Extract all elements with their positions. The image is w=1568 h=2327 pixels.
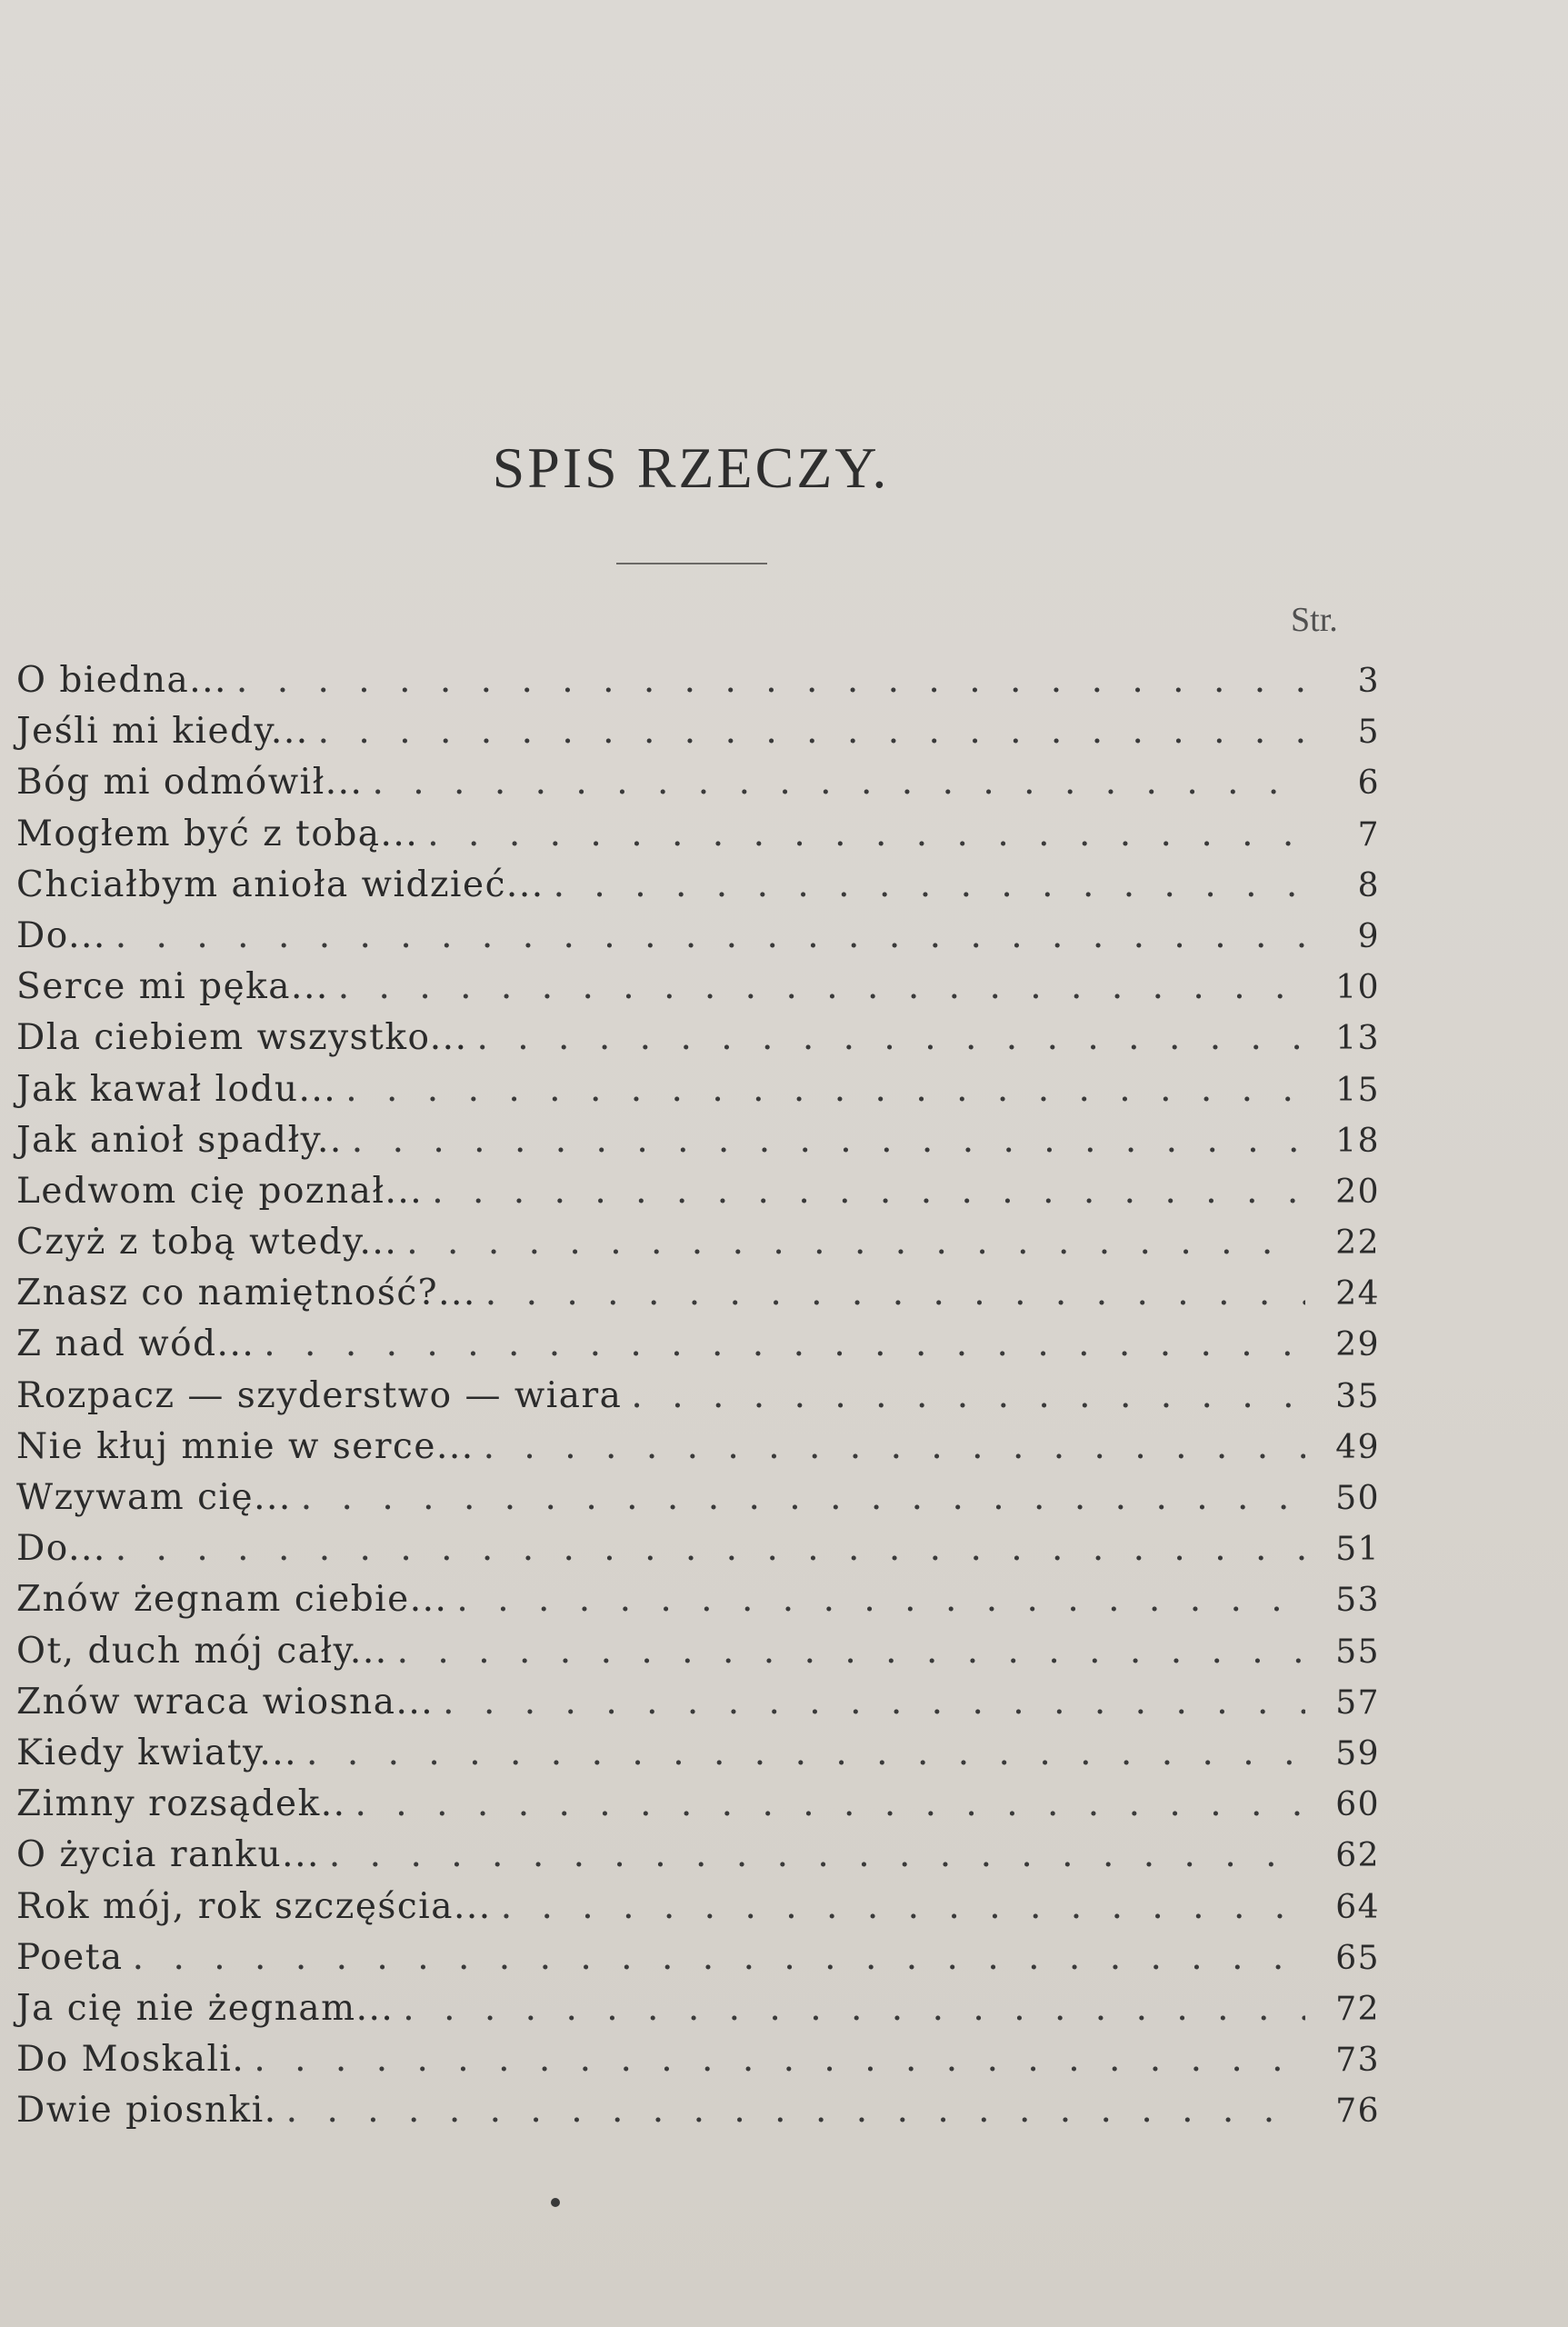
toc-entry: [16, 1273, 1380, 1323]
dot-leader: [501, 1886, 1305, 1927]
toc-entry-page: 29: [1335, 1326, 1380, 1364]
dot-leader: [318, 711, 1305, 752]
dot-leader: [338, 966, 1305, 1007]
toc-entry-title: Do...: [16, 914, 106, 956]
toc-entry-title: Kiedy kwiaty...: [16, 1732, 298, 1773]
toc-entry-page: 15: [1335, 1071, 1380, 1109]
dot-leader: [352, 1120, 1305, 1161]
toc-entry: [16, 1733, 1380, 1783]
toc-entry-title: O życia ranku...: [16, 1834, 320, 1876]
toc-entry-page: 3: [1357, 663, 1380, 700]
ink-spot: [551, 2198, 560, 2207]
toc-entry-page: 59: [1335, 1734, 1380, 1773]
page-column-header: Str.: [1291, 601, 1338, 639]
table-of-contents: [16, 660, 1380, 2141]
dot-leader: [115, 1528, 1305, 1569]
toc-entry: [16, 864, 1380, 915]
dot-leader: [485, 1273, 1305, 1313]
toc-entry: [16, 915, 1380, 966]
dot-leader: [254, 2039, 1305, 2080]
toc-entry: [16, 2039, 1380, 2090]
toc-entry-title: Znów żegnam ciebie...: [16, 1579, 448, 1621]
toc-entry-page: 64: [1335, 1888, 1380, 1926]
toc-entry-title: Z nad wód...: [16, 1323, 255, 1365]
toc-entry: [16, 1886, 1380, 1937]
toc-entry: [16, 2090, 1380, 2141]
toc-entry-title: Dwie piosnki.: [16, 2090, 277, 2132]
dot-leader: [554, 864, 1305, 905]
toc-entry: [16, 1069, 1380, 1120]
dot-leader: [443, 1682, 1305, 1723]
toc-entry-title: Zimny rozsądek..: [16, 1783, 346, 1825]
toc-entry: [16, 1783, 1380, 1834]
toc-entry-page: 72: [1335, 1990, 1380, 2028]
toc-entry-page: 51: [1335, 1531, 1380, 1569]
toc-entry-page: 24: [1335, 1275, 1380, 1313]
toc-entry: [16, 1528, 1380, 1579]
dot-leader: [355, 1783, 1305, 1824]
toc-entry-title: Rok mój, rok szczęścia...: [16, 1885, 492, 1927]
toc-entry: [16, 966, 1380, 1017]
toc-entry: [16, 762, 1380, 813]
toc-entry: [16, 1579, 1380, 1630]
toc-entry-title: Nie kłuj mnie w serce...: [16, 1425, 474, 1467]
dot-leader: [406, 1222, 1305, 1263]
toc-entry: [16, 1834, 1380, 1885]
dot-leader: [476, 1017, 1305, 1058]
toc-entry-title: Jak anioł spadły..: [16, 1119, 343, 1161]
dot-leader: [427, 814, 1305, 854]
toc-entry-page: 76: [1335, 2092, 1380, 2131]
toc-entry-page: 73: [1335, 2042, 1380, 2080]
toc-entry-title: Znasz co namiętność?...: [16, 1273, 476, 1314]
toc-entry: [16, 1323, 1380, 1374]
toc-entry-title: Do...: [16, 1528, 106, 1570]
toc-entry-page: 60: [1335, 1786, 1380, 1824]
toc-entry-title: Serce mi pęka...: [16, 966, 329, 1008]
toc-entry: [16, 1017, 1380, 1068]
dot-leader: [264, 1323, 1305, 1364]
toc-entry: [16, 660, 1380, 711]
title-divider: [616, 563, 767, 564]
dot-leader: [115, 915, 1305, 956]
toc-entry: [16, 711, 1380, 762]
dot-leader: [456, 1579, 1305, 1620]
toc-entry: [16, 1937, 1380, 1988]
toc-entry-title: Ledwom cię poznał...: [16, 1170, 424, 1212]
toc-entry-title: Jeśli mi kiedy...: [16, 711, 309, 753]
toc-entry-page: 5: [1357, 714, 1380, 752]
toc-entry: [16, 1222, 1380, 1273]
toc-entry-title: Czyż z tobą wtedy...: [16, 1222, 398, 1263]
toc-entry-page: 35: [1335, 1377, 1380, 1415]
toc-entry-page: 22: [1335, 1224, 1380, 1263]
toc-entry: [16, 1631, 1380, 1682]
toc-entry-title: O biedna...: [16, 660, 227, 701]
toc-entry-page: 49: [1335, 1428, 1380, 1466]
toc-entry-page: 50: [1335, 1480, 1380, 1517]
toc-entry-page: 62: [1335, 1837, 1380, 1875]
toc-entry: [16, 1426, 1380, 1477]
toc-entry-page: 7: [1357, 815, 1380, 854]
toc-entry: [16, 1682, 1380, 1733]
dot-leader: [329, 1834, 1305, 1875]
toc-entry: [16, 814, 1380, 864]
toc-entry-page: 57: [1335, 1683, 1380, 1722]
dot-leader: [372, 762, 1305, 803]
dot-leader: [286, 2090, 1305, 2131]
toc-entry-title: Poeta: [16, 1936, 124, 1978]
toc-entry: [16, 1120, 1380, 1171]
dot-leader: [236, 660, 1305, 701]
toc-entry-title: Do Moskali.: [16, 2039, 245, 2081]
dot-leader: [631, 1375, 1305, 1416]
toc-entry-page: 18: [1335, 1122, 1380, 1160]
dot-leader: [306, 1733, 1305, 1773]
toc-entry-page: 65: [1335, 1939, 1380, 1977]
toc-entry-title: Rozpacz — szyderstwo — wiara: [16, 1374, 623, 1416]
toc-entry: [16, 1477, 1380, 1528]
toc-entry-page: 53: [1335, 1582, 1380, 1620]
page-title: SPIS RZECZY.: [492, 435, 890, 500]
toc-entry: [16, 1375, 1380, 1426]
toc-entry-page: 20: [1335, 1173, 1380, 1211]
toc-entry-title: Dla ciebiem wszystko...: [16, 1017, 468, 1059]
toc-entry-title: Znów wraca wiosna...: [16, 1681, 434, 1723]
toc-entry-page: 8: [1357, 866, 1380, 904]
dot-leader: [432, 1171, 1305, 1212]
toc-entry-page: 6: [1357, 764, 1380, 803]
toc-entry-title: Chciałbym anioła widzieć...: [16, 864, 544, 905]
dot-leader: [345, 1069, 1305, 1110]
toc-entry-title: Jak kawał lodu...: [16, 1068, 337, 1110]
toc-entry-title: Bóg mi odmówił...: [16, 762, 364, 804]
toc-entry-page: 55: [1335, 1633, 1380, 1671]
dot-leader: [484, 1426, 1305, 1467]
toc-entry-title: Wzywam cię...: [16, 1477, 292, 1518]
dot-leader: [301, 1477, 1305, 1518]
toc-entry-page: 13: [1335, 1020, 1380, 1058]
toc-entry-page: 9: [1357, 917, 1380, 955]
toc-entry-title: Ja cię nie żegnam...: [16, 1987, 394, 2029]
toc-entry: [16, 1988, 1380, 2039]
toc-entry-page: 10: [1335, 969, 1380, 1007]
toc-entry-title: Ot, duch mój cały...: [16, 1630, 388, 1672]
dot-leader: [133, 1937, 1305, 1978]
dot-leader: [397, 1631, 1305, 1672]
toc-entry-title: Mogłem być z tobą...: [16, 813, 419, 854]
dot-leader: [403, 1988, 1305, 2029]
toc-entry: [16, 1171, 1380, 1222]
